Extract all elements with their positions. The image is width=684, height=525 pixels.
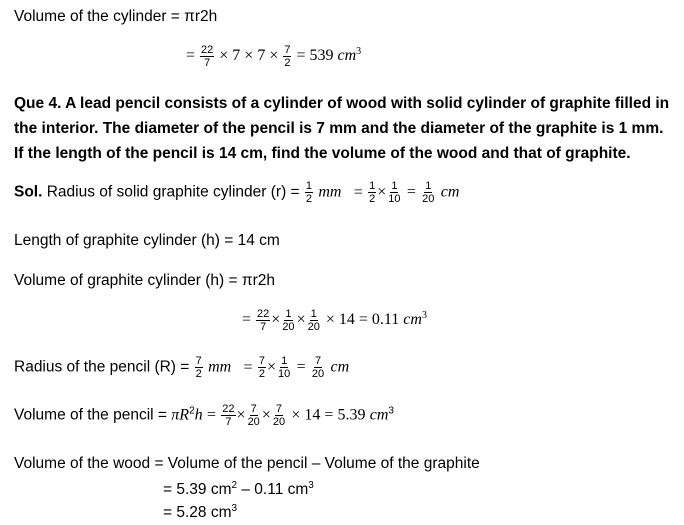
- result-value: = 539: [296, 47, 334, 65]
- fraction: $\frac{1}{10}$: [278, 355, 291, 380]
- cylinder-volume-calculation: = $\frac{22}{7}$ × 7 × 7 × $\frac{7}{2}$ = 539 $cm^3$: [186, 44, 362, 69]
- wood-volume-result: = 5.28 $cm^3$: [163, 503, 238, 522]
- fraction: $\frac{7}{2}$: [195, 355, 202, 380]
- fraction: $\frac{7}{20}$: [311, 355, 325, 380]
- graphite-volume-calculation: = $\frac{22}{7}$ × $\frac{1}{20}$ × $\frac{1}{20}$ × 14 = 0.11 $cm^3$: [242, 308, 427, 333]
- graphite-length: Length of graphite cylinder (h) = 14 cm: [14, 232, 280, 249]
- fraction: $\frac{1}{2}$: [305, 180, 313, 205]
- question-line-3: If the length of the pencil is 14 cm, find the volume of the wood and that of graphite.: [14, 145, 631, 162]
- question-line-2: the interior. The diameter of the pencil is 7 mm and the diameter of the graphite is 1 mm.: [14, 120, 664, 137]
- fraction: $\frac{7}{20}$: [247, 403, 260, 428]
- graphite-volume-formula: Volume of graphite cylinder (h) = πr2h: [14, 272, 275, 289]
- fraction: $\frac{1}{20}$: [282, 308, 295, 333]
- graphite-radius-text: Radius of solid graphite cylinder (r) =: [46, 183, 300, 201]
- pencil-volume: Volume of the pencil = $\pi R^2h$ = $\frac{22}{7}$ × $\frac{7}{20}$ × $\frac{7}{20}$ × 14 = 5.39 $cm^3$: [14, 403, 394, 428]
- question-line-1: Que 4. A lead pencil consists of a cylinder of wood with solid cylinder of graphite filled in: [14, 95, 670, 112]
- equals-sign: =: [186, 47, 196, 65]
- fraction: $\frac{7}{20}$: [272, 403, 286, 428]
- fraction: $\frac{1}{20}$: [422, 180, 435, 205]
- pencil-radius: Radius of the pencil (R) = $\frac{7}{2}$ mm = $\frac{7}{2}$ × $\frac{1}{10}$ = $\frac{7}{20}$ cm: [14, 355, 350, 380]
- fraction: $\frac{1}{2}$: [369, 180, 376, 205]
- fraction: $\frac{1}{20}$: [307, 308, 320, 333]
- unit: cm: [337, 47, 357, 65]
- wood-volume-step: = 5.39 $cm^2 - 0.11$ $cm^3$: [163, 480, 314, 499]
- fraction: $\frac{7}{2}$: [258, 355, 265, 380]
- fraction: $\frac{22}{7}$: [257, 308, 270, 333]
- multiplication-terms: × 7 × 7 ×: [219, 47, 279, 65]
- solution-label: Sol.: [14, 183, 43, 201]
- fraction: $\frac{7}{2}$: [284, 44, 291, 69]
- cylinder-volume-formula: Volume of the cylinder = πr2h: [14, 8, 218, 25]
- solution-graphite-radius: Sol. Radius of solid graphite cylinder (r) = $\frac{1}{2}$ mm = $\frac{1}{2}$ × $\frac{1}{10}$ = $\frac{1}{20}$ cm: [14, 180, 460, 205]
- fraction: $\frac{1}{10}$: [388, 180, 401, 205]
- fraction: $\frac{22}{7}$: [201, 44, 214, 69]
- wood-volume-formula: Volume of the wood = Volume of the pencil – Volume of the graphite: [14, 455, 480, 472]
- fraction: $\frac{22}{7}$: [222, 403, 235, 428]
